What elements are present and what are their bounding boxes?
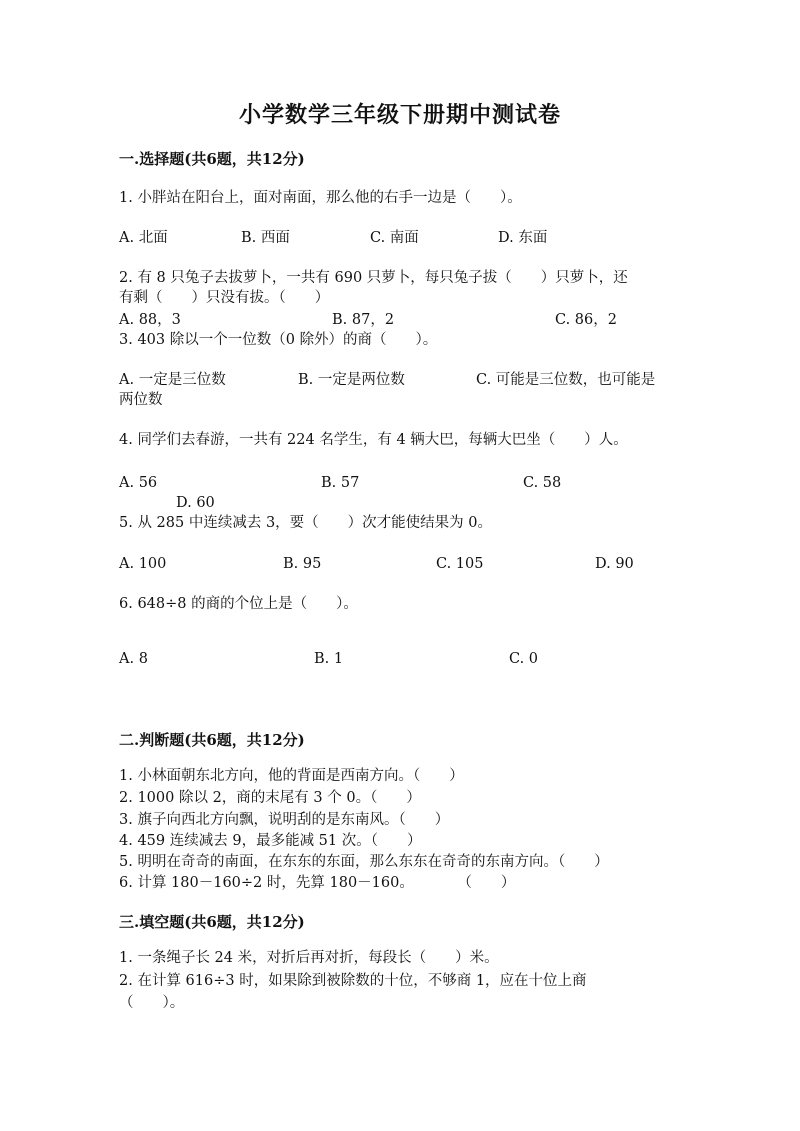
option-d: D. 60 <box>176 495 215 511</box>
judgement-item: 3. 旗子向西北方向飘，说明刮的是东南风。（ ） <box>119 812 450 828</box>
judgement-item: 4. 459 连续减去 9，最多能减 51 次。（ ） <box>119 833 422 849</box>
page-title: 小学数学三年级下册期中测试卷 <box>238 102 561 128</box>
question-stem: 2. 有 8 只兔子去拔萝卜，一共有 690 只萝卜，每只兔子拔（ ）只萝卜，还 <box>119 270 628 286</box>
judgement-item: 1. 小林面朝东北方向，他的背面是西南方向。（ ） <box>119 768 464 784</box>
question-stem: 5. 从 285 中连续减去 3，要（ ）次才能使结果为 0。 <box>119 515 493 531</box>
question-stem: 6. 648÷8 的商的个位上是（ ）。 <box>119 596 358 612</box>
option-c: C. 南面 <box>370 230 419 246</box>
option-b: B. 87，2 <box>332 312 395 328</box>
option-c-continued: 两位数 <box>119 392 163 408</box>
option-b: B. 95 <box>283 556 322 572</box>
option-b: B. 57 <box>321 475 360 491</box>
section-heading-judgement: 二.判断题(共6题，共12分) <box>119 731 305 749</box>
option-c: C. 86，2 <box>555 312 617 328</box>
fill-blank-item: 1. 一条绳子长 24 米，对折后再对折，每段长（ ）米。 <box>119 950 499 966</box>
question-stem: 1. 小胖站在阳台上，面对南面，那么他的右手一边是（ ）。 <box>119 190 522 206</box>
question-stem-continued: 有剩（ ）只没有拔。（ ） <box>119 290 330 306</box>
question-stem: 3. 403 除以一个一位数（0 除外）的商（ ）。 <box>119 332 438 348</box>
section-heading-fill-blank: 三.填空题(共6题，共12分) <box>119 913 305 931</box>
option-a: A. 100 <box>119 556 167 572</box>
option-d: D. 90 <box>595 556 634 572</box>
option-c: C. 58 <box>523 475 562 491</box>
option-c: C. 0 <box>509 651 539 667</box>
option-a: A. 56 <box>119 475 158 491</box>
option-a: A. 一定是三位数 <box>119 372 226 388</box>
judgement-item: 2. 1000 除以 2，商的末尾有 3 个 0。（ ） <box>119 790 421 806</box>
option-b: B. 1 <box>314 651 344 667</box>
option-a: A. 8 <box>119 651 148 667</box>
section-heading-choice: 一.选择题(共6题，共12分) <box>119 150 305 168</box>
option-c: C. 可能是三位数，也可能是 <box>476 372 656 388</box>
option-a: A. 北面 <box>119 230 168 246</box>
judgement-item: 5. 明明在奇奇的南面，在东东的东面，那么东东在奇奇的东南方向。（ ） <box>119 854 609 870</box>
question-stem: 4. 同学们去春游，一共有 224 名学生，有 4 辆大巴，每辆大巴坐（ ）人。 <box>119 432 628 448</box>
option-b: B. 西面 <box>241 230 290 246</box>
fill-blank-item: 2. 在计算 616÷3 时，如果除到被除数的十位，不够商 1，应在十位上商 <box>119 973 587 989</box>
option-b: B. 一定是两位数 <box>298 372 405 388</box>
option-a: A. 88，3 <box>119 312 181 328</box>
judgement-item: 6. 计算 180－160÷2 时，先算 180－160。 （ ） <box>119 875 516 891</box>
option-c: C. 105 <box>436 556 484 572</box>
option-d: D. 东面 <box>498 230 548 246</box>
fill-blank-item-continued: （ ）。 <box>119 995 185 1011</box>
